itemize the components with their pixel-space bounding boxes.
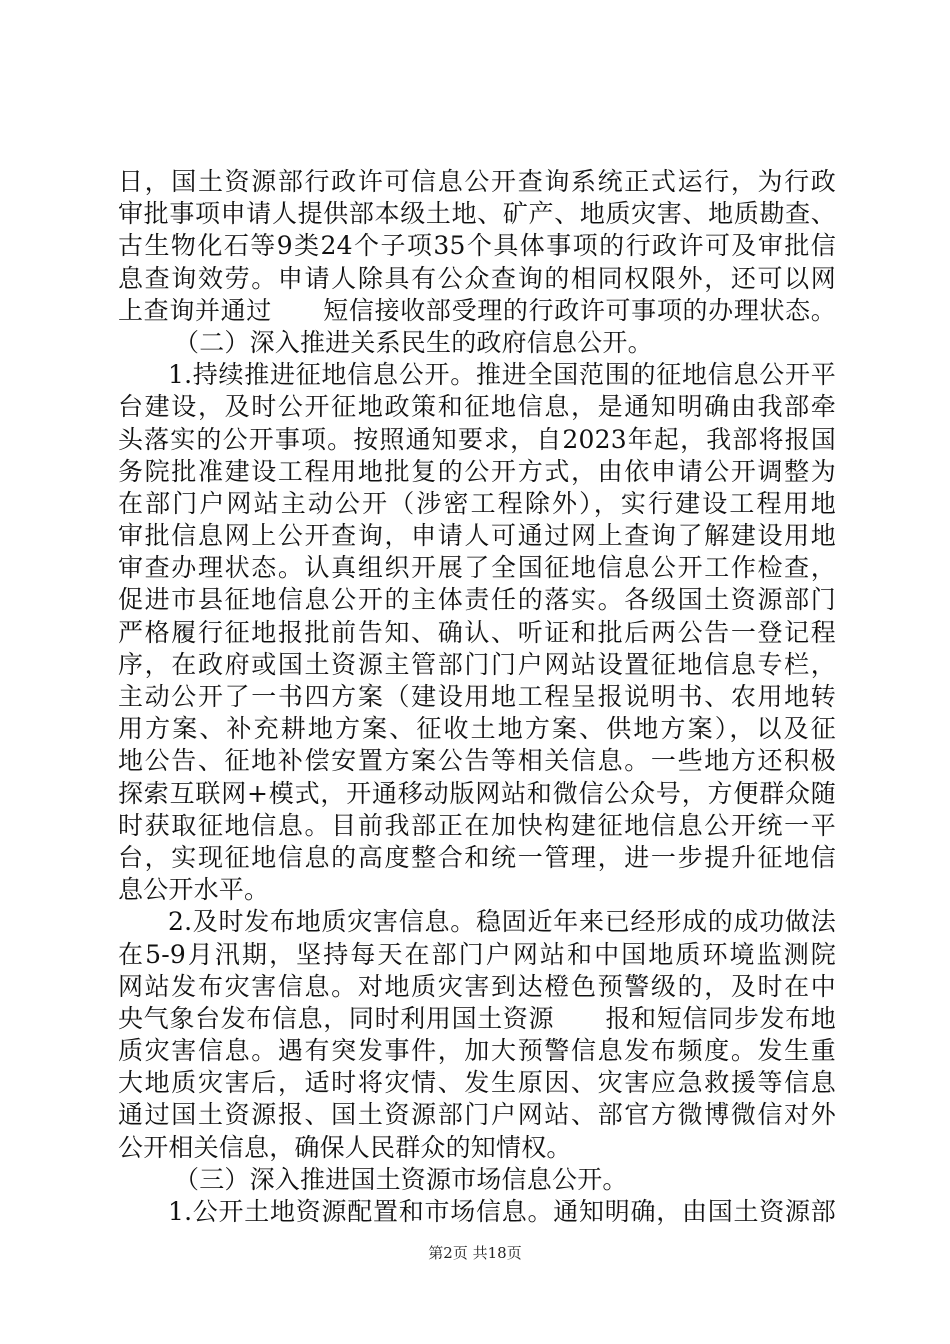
text-line: 主动公开了一书四方案（建设用地工程呈报说明书、农用地转 <box>118 682 836 711</box>
text-line: 网站发布灾害信息。对地质灾害到达橙色预警级的，及时在中 <box>118 971 836 1001</box>
page-footer: 第2页 共18页 <box>428 1244 522 1262</box>
text-line: 在部门户网站主动公开（涉密工程除外），实行建设工程用地 <box>118 488 836 518</box>
text-line: 审查办理状态。认真组织开展了全国征地信息公开工作检查， <box>118 553 836 583</box>
text-line: 古生物化石等9类24个子项35个具体事项的行政许可及审批信 <box>118 231 836 261</box>
text-line: 息公开水平。 <box>118 875 270 905</box>
text-line: 头落实的公开事项。按照通知要求，自2023年起，我部将报国 <box>118 424 836 454</box>
text-line: 公开相关信息，确保人民群众的知情权。 <box>118 1132 572 1162</box>
text-line: 务院批准建设工程用地批复的公开方式，由依申请公开调整为 <box>118 456 836 486</box>
text-line: 1.持续推进征地信息公开。推进全国范围的征地信息公开平 <box>168 360 836 390</box>
text-line: 用方案、补充耕地方案、征收土地方案、供地方案），以及征 <box>118 714 836 744</box>
text-line: 序，在政府或国土资源主管部门门户网站设置征地信息专栏， <box>118 649 836 679</box>
text-line: 促进市县征地信息公开的主体责任的落实。各级国土资源部门 <box>118 585 836 615</box>
text-line: 时获取征地信息。目前我部正在加快构建征地信息公开统一平 <box>118 810 836 840</box>
text-line: 大地质灾害后，适时将灾情、发生原因、灾害应急救援等信息 <box>118 1068 836 1098</box>
text-line: （二）深入推进关系民生的政府信息公开。 <box>174 327 653 357</box>
text-line: 央气象台发布信息，同时利用国土资源 报和短信同步发布地 <box>118 1003 836 1033</box>
text-line: 审批信息网上公开查询，申请人可通过网上查询了解建设用地 <box>118 521 836 551</box>
text-line: 严格履行征地报批前告知、确认、听证和批后两公告一登记程 <box>118 617 836 647</box>
text-line: 通过国土资源报、国土资源部门户网站、部官方微博微信对外 <box>118 1100 836 1130</box>
text-line: （三）深入推进国土资源市场信息公开。 <box>174 1164 628 1194</box>
text-line: 日，国土资源部行政许可信息公开查询系统正式运行，为行政 <box>118 167 836 196</box>
text-line: 审批事项申请人提供部本级土地、矿产、地质灾害、地质勘查、 <box>118 199 836 229</box>
text-line: 在5-9月汛期，坚持每天在部门户网站和中国地质环境监测院 <box>118 939 836 969</box>
text-line: 上查询并通过 短信接收部受理的行政许可事项的办理状态。 <box>118 295 836 325</box>
text-line: 台，实现征地信息的高度整合和统一管理，进一步提升征地信 <box>118 842 836 872</box>
text-line: 探索互联网+模式，开通移动版网站和微信公众号，方便群众随 <box>118 778 836 808</box>
text-line: 2.及时发布地质灾害信息。稳固近年来已经形成的成功做法 <box>168 907 836 937</box>
text-line: 息查询效劳。申请人除具有公众查询的相同权限外，还可以网 <box>118 263 836 293</box>
text-line: 质灾害信息。遇有突发事件，加大预警信息发布频度。发生重 <box>118 1036 836 1066</box>
text-line: 台建设，及时公开征地政策和征地信息，是通知明确由我部牵 <box>118 392 836 422</box>
text-line: 地公告、征地补偿安置方案公告等相关信息。一些地方还积极 <box>118 746 836 776</box>
text-line: 1.公开土地资源配置和市场信息。通知明确，由国土资源部 <box>168 1197 836 1226</box>
document-body <box>118 166 836 1228</box>
